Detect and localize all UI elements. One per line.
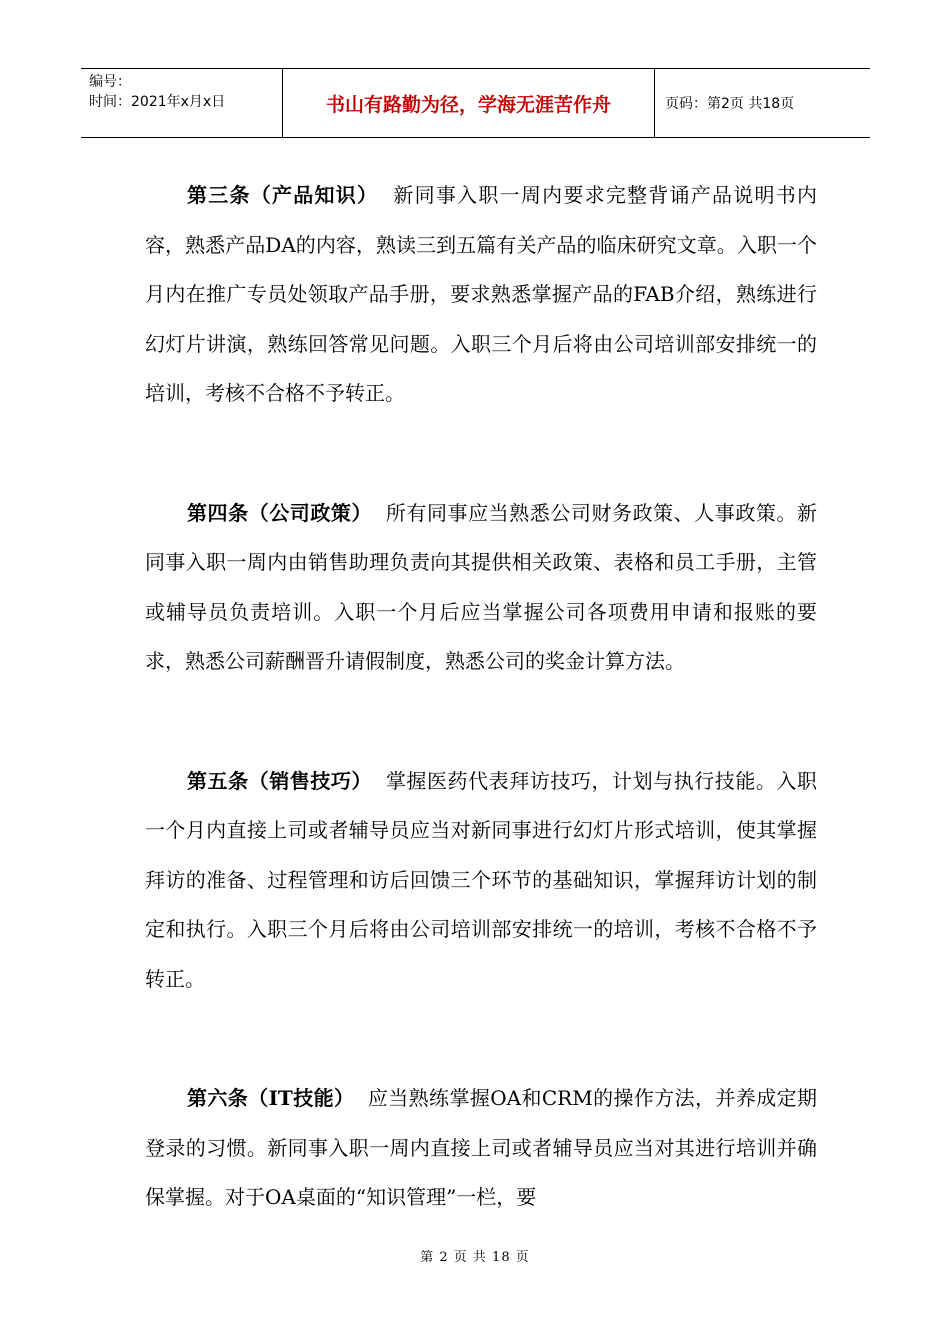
number-label: 编号： <box>89 74 131 90</box>
article-6 <box>145 1074 817 1223</box>
article-title: 第五条（销售技巧） <box>187 768 373 793</box>
article-5 <box>145 757 817 1005</box>
article-title: 第六条（IT技能） <box>187 1086 355 1110</box>
page-footer: 第 2 页 共 18 页 <box>420 1250 530 1265</box>
header-motto: 书山有路勤为径，学海无涯苦作舟 <box>283 69 655 137</box>
header-meta <box>81 69 283 137</box>
header-page-number: 页码：第2页 共18页 <box>665 96 795 112</box>
document-body <box>145 171 817 1293</box>
article-title: 第四条（公司政策） <box>187 500 373 525</box>
article-3 <box>145 171 817 419</box>
article-body: 应当熟练掌握OA和CRM的操作方法，并养成定期登录的习惯。新同事入职一周内直接上司或者辅导员应当对其进行培训并确保掌握。对于OA桌面的“知识管理”一栏，要 <box>145 1086 817 1209</box>
time-label: 时间：2021年x月x日 <box>89 94 226 110</box>
article-body: 所有同事应当熟悉公司财务政策、人事政策。新同事入职一周内由销售助理负责向其提供相关政策、表格和员工手册，主管或辅导员负责培训。入职一个月后应当掌握公司各项费用申请和报账的要求，熟悉公司薪酬晋升请假制度，熟悉公司的奖金计算方法。 <box>145 500 818 673</box>
article-body: 掌握医药代表拜访技巧，计划与执行技能。入职一个月内直接上司或者辅导员应当对新同事进行幻灯片形式培训，使其掌握拜访的准备、过程管理和访后回馈三个环节的基础知识，掌握拜访计划的制定和执行。入职三个月后将由公司培训部安排统一的培训，考核不合格不予转正。 <box>145 768 818 991</box>
article-title: 第三条（产品知识） <box>187 183 379 207</box>
article-4 <box>145 489 817 687</box>
article-body: 新同事入职一周内要求完整背诵产品说明书内容，熟悉产品DA的内容，熟读三到五篇有关产品的临床研究文章。入职一个月内在推广专员处领取产品手册，要求熟悉掌握产品的FAB介绍，熟练进行幻灯片讲演，熟练回答常见问题。入职三个月后将由公司培训部安排统一的培训，考核不合格不予转正。 <box>145 183 818 405</box>
page-header <box>81 68 870 138</box>
